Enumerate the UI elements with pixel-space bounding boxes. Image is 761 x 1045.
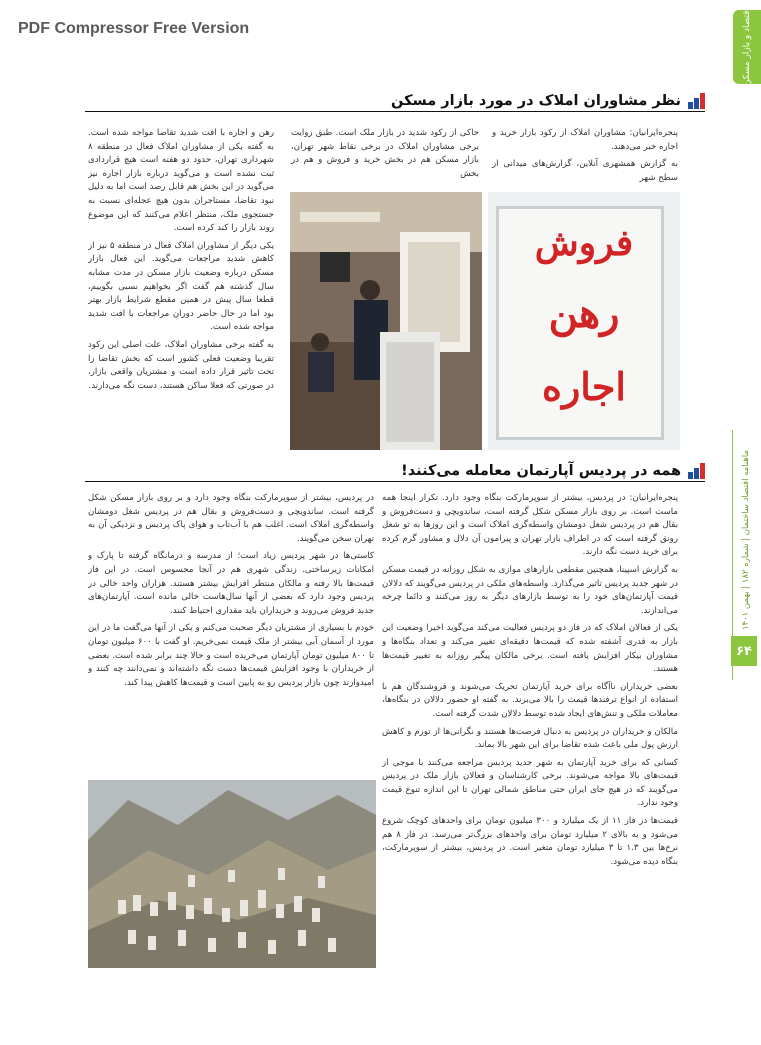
paragraph: رهن و اجاره با افت شدید تقاضا مواجه شده است. به گفته یکی از مشاوران املاک فعال در منطقه ۸ شهرداری تهران، حدود دو هفته است هیچ قراردادی ثبت نشده است و می‌گوید درباره بازار اجاره نیز می‌گوید در این بخش هم قابل رصد است اما به دلیل نبود تقاضا، مستاجران بدون هیچ عجله‌ای نسبت به جستجوی ملک، منتظر اعلام می‌کنند که این موضوع روند بازار را کند کرده است. bbox=[88, 128, 274, 234]
paragraph: پنجره‌ایرانیان: در پردیس، بیشتر از سوپرمارکت بنگاه وجود دارد. تکرار اینجا همه ماست است. بر روی بازار مسکن شکل گرفته است، ساندویچی و دست‌فروش و بقال هم در پردیس شغل دومشان واسطه‌گری املاک است و این روزها به تو شغل رونق گرفته است که در اطراف بازار تهران و پیرامون آن دلال و مشاور گرم کرده برای خرید دست نگه دارند. bbox=[382, 493, 678, 558]
paragraph: قیمت‌ها در فاز ۱۱ از یک میلیارد و ۳۰۰ میلیون تومان برای واحدهای کوچک شروع می‌شود و به بالای ۲ میلیارد تومان برای واحدهای بزرگ‌تر می‌رسد. در فاز ۸ هم نرخ‌ها بین ۱.۳ تا ۳ میلیارد تومان متغیر است. در پردیس، بیشتر از سوپرمارکت، بنگاه دیده می‌شود. bbox=[382, 816, 678, 867]
paragraph: حاکی از رکود شدید در بازار ملک است. طبق روایت برخی مشاوران املاک در برخی نقاط شهر تهران، بازار مسکن هم در بخش خرید و فروش و هم در بخش bbox=[291, 128, 479, 179]
paragraph: به گزارش اسپینا، همچنین مقطعی بازارهای موازی به شکل روزانه در قیمت مسکن در شهر جدید پردیس تاثیر می‌گذارد. واسطه‌های ملکی در پردیس می‌گویند که دلالان قیمت آپارتمان‌های خود را به توسط بازارهای دیگر به روز می‌کنند و دائما چرخه می‌اندازند. bbox=[382, 564, 678, 616]
paragraph: پنجره‌ایرانیان: مشاوران املاک از رکود بازار خرید و اجاره خبر می‌دهند. bbox=[492, 128, 678, 152]
sign-word-mortgage: رهن bbox=[548, 290, 620, 337]
article1-title: نظر مشاوران املاک در مورد بازار مسکن bbox=[391, 93, 681, 109]
article2-col-left bbox=[88, 492, 374, 772]
watermark: PDF Compressor Free Version bbox=[18, 20, 250, 37]
paragraph: در پردیس، بیشتر از سوپرمارکت بنگاه وجود دارد و بر روی بازار مسکن شکل گرفته است. ساندویچی و دست‌فروش و بقال هم در پردیس شغل دومشان واسطه‌گری املاک است. اغلب هم با آب‌تاب و هوای پاک پردیس و نزدیکی آن به تهران سخن می‌گویند. bbox=[88, 493, 374, 544]
page-number: ۶۴ bbox=[731, 636, 757, 666]
side-rail bbox=[735, 440, 757, 640]
aerial-scene bbox=[88, 780, 376, 968]
article1-col-right bbox=[492, 127, 678, 185]
section-tab-label: اقتصاد و بازار مسکن bbox=[742, 7, 752, 87]
article1-col-mid bbox=[291, 127, 479, 185]
article2-title: همه در پردیس آپارتمان معامله می‌کنند! bbox=[401, 463, 681, 479]
rent-sale-sign-photo bbox=[488, 192, 680, 450]
pardis-aerial-photo bbox=[88, 780, 376, 968]
paragraph: بعضی خریداران ناآگاه برای خرید آپارتمان تحریک می‌شوند و فروشندگان هم با استفاده از انواع ترفندها قیمت را بالا می‌برند. به گفته او حضور دلالان در بنگاه‌ها، معاملات ملکی و تنش‌های ایجاد شده توسط دلالان شدت گرفته است. bbox=[382, 681, 678, 719]
paragraph: یکی دیگر از مشاوران املاک فعال در منطقه ۵ نیز از کاهش شدید مراجعات می‌گوید. این فعال بازار مسکن درباره وضعیت بازار مسکن در مدت مشابه سال گذشته هم گفت اگر بخواهیم نسبی بگوییم، قطعا سال پیش در همین مقطع شرایط بازار بهتر بود اما در حال حاضر دوران مراجعات با افت شدید مواجه شده است. bbox=[88, 240, 274, 333]
paragraph: یکی از فعالان املاک که در فاز دو پردیس فعالیت می‌کند می‌گوید اخیرا وضعیت این بازار به قدری آشفته شده که قیمت‌ها دقیقه‌ای تغییر می‌کند و تعداد بنگاه‌ها و مشاوران بیکار افزایش یافته است. برخی مالکان پیگیر روزانه به تغییر قیمت‌ها هستند. bbox=[382, 623, 678, 675]
bar-chart-icon bbox=[687, 463, 705, 479]
sign-word-rent: اجاره bbox=[542, 364, 626, 409]
paragraph: به گزارش همشهری آنلاین، گزارش‌های میدانی از سطح شهر bbox=[492, 159, 678, 183]
article2-col-right bbox=[382, 492, 678, 970]
paragraph: به گفته برخی مشاوران املاک، علت اصلی این رکود تقریبا وضعیت فعلی کشور است که بخش تقاضا را تحت تاثیر قرار داده است و مشتریان واقعی بازار، در صورتی که فعلا ساکن هستند، دست نگه می‌دارند. bbox=[88, 339, 274, 391]
article1-col-left bbox=[88, 127, 274, 449]
sign-word-sale: فروش bbox=[534, 222, 634, 264]
side-rail-label: ماهنامه اقتصاد ساختمان | شماره ۱۸۲ | بهمن ۱۴۰۱ bbox=[741, 449, 751, 631]
section-tab bbox=[733, 7, 761, 87]
paragraph: مالکان و خریداران در پردیس به دنبال فرصت‌ها هستند و نگرانی‌ها از تورم و کاهش ارزش پول ملی باعث شده تقاضا برای این شهر بالا بماند. bbox=[382, 726, 678, 751]
bar-chart-icon bbox=[687, 93, 705, 109]
paragraph: کسانی که برای خرید آپارتمان به شهر جدید پردیس مراجعه می‌کنند با موجی از قیمت‌های بالا مواجه می‌شوند. برخی کارشناسان و فعالان بازار ملک در پردیس می‌گویند که در هیچ جای ایران حتی مناطق شمالی تهران تا این اندازه تنوع قیمت وجود ندارد. bbox=[382, 757, 678, 809]
article1-headline bbox=[85, 93, 705, 112]
article2-headline bbox=[85, 463, 705, 482]
real-estate-office-photo bbox=[290, 192, 482, 450]
paragraph: کاستی‌ها در شهر پردیس زیاد است؛ از مدرسه و درمانگاه گرفته تا پارک و امکانات زیرساختی. زندگی شهری هم در آنجا محسوس است. در این فاز قیمت‌ها بالا رفته و مالکان منتظر افزایش بیشتر هستند. هزاران واحد خالی در پردیس وجود دارد که بعضی از آنها سال‌هاست خالی مانده است. آپارتمان‌های جدید فروش می‌روند و خریداران باید مقداری احتیاط کنند. bbox=[88, 551, 374, 616]
office-scene bbox=[290, 192, 482, 450]
paragraph: خودم با بسیاری از مشتریان دیگر صحبت می‌کنم و یکی از آنها می‌گفت ما در این مورد از آسمان آبی بیشتر از ملک قیمت نمی‌خریم. او گفت با ۶۰۰ میلیون تومان تا ۸۰۰ میلیون تومان آپارتمان می‌خریده است و حالا چند برابر شده است. بعضی از خریداران با وجود افزایش قیمت‌ها دست نگه داشته‌اند و نمی‌دانند چه کنند و امیدوارند چون بازار پردیس رو به پایین است و قیمت‌ها کاهش پیدا کند. bbox=[88, 623, 374, 688]
